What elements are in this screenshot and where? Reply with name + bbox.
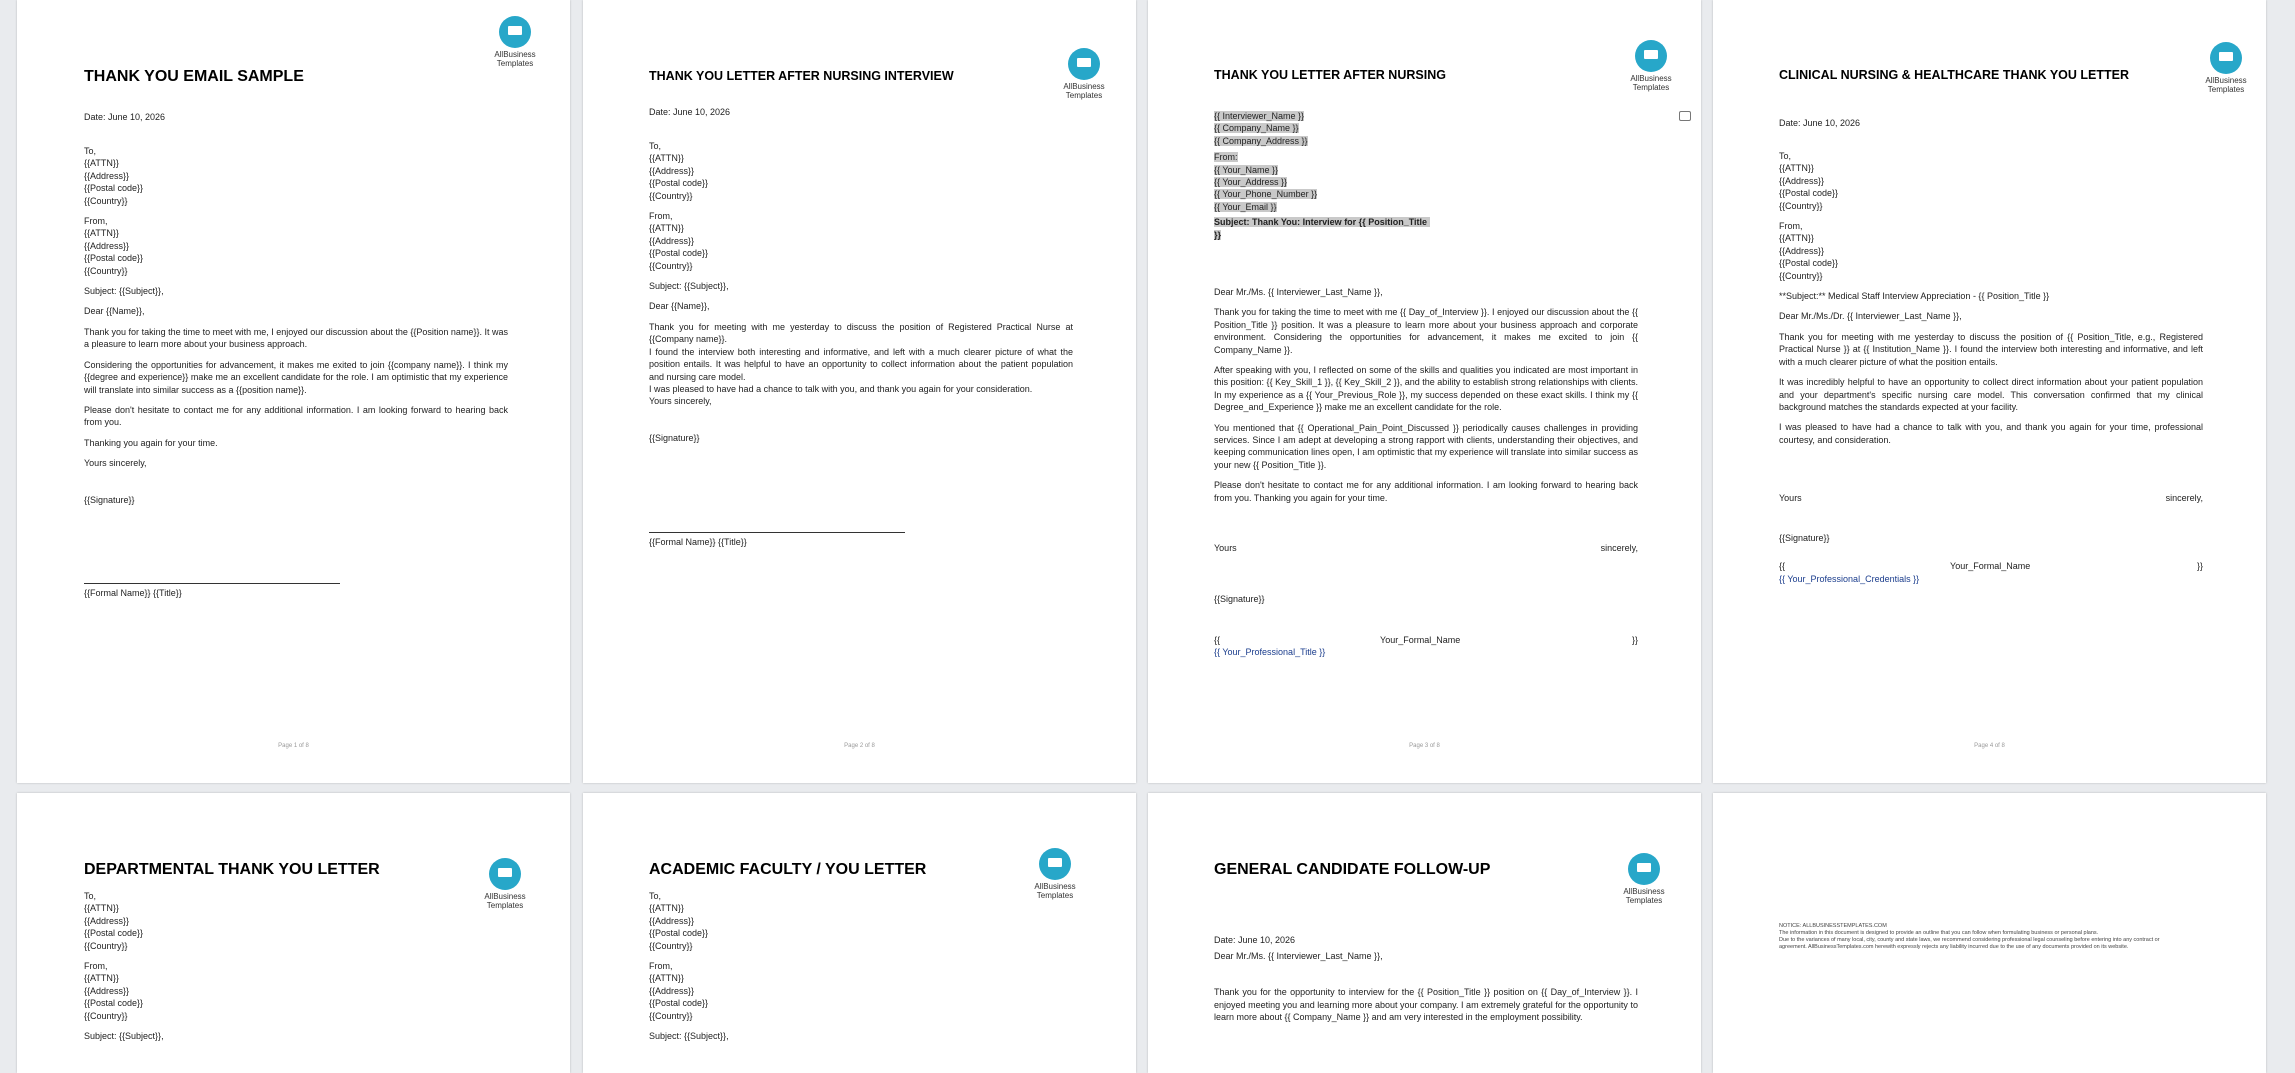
text-line: Subject: {{Subject}}, <box>84 1031 164 1042</box>
page-number: Page 4 of 8 <box>1974 743 2005 749</box>
text-line: {{ATTN}} <box>84 973 119 984</box>
text-line: After speaking with you, I reflected on some of the skills and qualities you indicated are most important in this position: {{ Key_Skill_1 }}, {{ Key_Skill_2 }}, and the ability to establish strong relationships with clients. In my experience as a {{ Your_Previous_Role }}, my success depended on these exact skills. I think my {{ Degree_and_Experience }} make me an excellent candidate for the role. <box>1214 365 1641 413</box>
text-line: From, <box>1779 221 1803 232</box>
text-line: {{Address}} <box>84 915 130 926</box>
blank-line <box>1214 356 1638 364</box>
text-line: Please don't hesitate to contact me for any additional information. I am looking forward to hearing back from you. Thanking you again for your time. <box>1214 480 1641 503</box>
blank-line <box>84 478 508 486</box>
logo-text: AllBusiness <box>1063 82 1105 91</box>
formal-mid: Your_Formal_Name <box>1380 635 1461 645</box>
formal-mid: Your_Formal_Name <box>1950 561 2031 571</box>
text-line: {{Country}} <box>1779 200 1823 211</box>
text-line: From, <box>84 216 108 227</box>
text-line: {{Country}} <box>84 1010 128 1021</box>
text-line: {{Country}} <box>1779 270 1823 281</box>
formal-name-row <box>1214 634 1638 646</box>
text-line: I found the interview both interesting and informative, and left with a much clearer picture of what the position entails. It was helpful to have an opportunity to collect information about the patient population and nursing care model. <box>649 346 1076 382</box>
laptop-icon <box>1628 853 1660 885</box>
text-line: {{Postal code}} <box>1779 258 1839 269</box>
text-line: I was pleased to have had a chance to talk with you, and thank you again for your time, professional courtesy, and consideration. <box>1779 422 2206 445</box>
letter-date: Date: June 10, 2026 <box>649 107 731 117</box>
text-line: {{Address}} <box>649 235 695 246</box>
text-line: Thank you for the opportunity to interview for the {{ Position_Title }} position on {{ Day_of_Interview }}. I enjoyed meeting you and learning more about your company. I am extremely grateful for the opportunity to learn more about {{ Company_Name }} and am very interested in the employment possibility. <box>1214 987 1641 1023</box>
blank-line <box>84 318 508 326</box>
text-line: {{Address}} <box>649 985 695 996</box>
text-line: **Subject:** Medical Staff Interview Appreciation - {{ Position_Title }} <box>1779 291 2050 302</box>
text-line: From, <box>649 211 673 222</box>
highlighted-line: {{ Your_Address }} <box>1214 177 1288 188</box>
formal-name: {{Formal Name}} {{Title}} <box>84 588 182 598</box>
blank-line <box>1214 970 1638 978</box>
highlighted-line: {{ Your_Name }} <box>1214 164 1279 175</box>
closing-left: Yours <box>1214 543 1237 553</box>
text-line: From, <box>649 961 673 972</box>
logo-text: AllBusiness <box>1034 882 1076 891</box>
logo-text: Templates <box>1065 91 1103 100</box>
text-line: {{Country}} <box>649 1010 693 1021</box>
text-line: {{Signature}} <box>84 494 135 505</box>
text-line: Please don't hesitate to contact me for any additional information. I am looking forward to hearing back from you. <box>84 404 511 428</box>
text-line: {{Address}} <box>84 240 130 251</box>
formal-name: {{Formal Name}} {{Title}} <box>649 537 747 547</box>
letter-body <box>1214 286 1641 504</box>
text-line: {{Country}} <box>649 260 693 271</box>
comment-icon[interactable] <box>1679 111 1691 121</box>
professional-credentials: {{ Your_Professional_Credentials }} <box>1779 574 1920 584</box>
blank-line <box>84 449 508 457</box>
blank-line <box>649 1022 1073 1030</box>
logo-text: AllBusiness <box>1623 887 1665 896</box>
blank-line <box>84 297 508 305</box>
laptop-icon <box>1635 40 1667 72</box>
text-line: Yours sincerely, <box>84 458 147 469</box>
blank-line <box>84 470 508 478</box>
blank-line <box>84 1022 508 1030</box>
logo-text: AllBusiness <box>494 50 536 59</box>
page-title: DEPARTMENTAL THANK YOU LETTER <box>84 861 380 878</box>
page-number: Page 1 of 8 <box>278 743 309 749</box>
document-page-2 <box>583 0 1136 783</box>
document-page-6 <box>583 793 1136 1073</box>
text-line: {{ATTN}} <box>84 228 119 239</box>
closing-left: Yours <box>1779 493 1802 503</box>
text-line: To, <box>84 146 97 156</box>
formal-right: }} <box>2196 561 2203 571</box>
company-logo <box>1621 40 1681 92</box>
logo-text: AllBusiness <box>2205 76 2247 85</box>
blank-line <box>649 292 1073 300</box>
notice-line: NOTICE: ALLBUSINESSTEMPLATES.COM <box>1779 923 1887 929</box>
formal-left: {{ <box>1779 561 1786 571</box>
company-logo <box>485 16 545 68</box>
professional-title: {{ Your_Professional_Title }} <box>1214 647 1326 657</box>
text-line: {{Country}} <box>649 940 693 951</box>
logo-text: Templates <box>496 59 534 68</box>
text-line: To, <box>1779 151 1792 161</box>
text-line: From, <box>84 961 108 972</box>
blank-line <box>649 424 1073 432</box>
text-line: Subject: {{Subject}}, <box>649 281 729 292</box>
highlighted-line: Subject: Thank You: Interview for {{ Position_Title }} <box>1214 217 1430 240</box>
text-line: {{Postal code}} <box>649 248 709 259</box>
text-line: Dear {{Name}}, <box>649 301 710 312</box>
text-line: To, <box>84 891 97 901</box>
text-line: Thank you for meeting with me yesterday to discuss the position of {{ Position_Title, e.g., Registered Practical Nurse }} at {{ Institution_Name }}. I found the interview both interesting and informative, and left with a much clearer picture of what the position entails. <box>1779 331 2206 367</box>
highlighted-line: {{ Company_Name }} <box>1214 123 1299 134</box>
closing-right: sincerely, <box>1600 543 1638 553</box>
document-page-4 <box>1713 0 2266 783</box>
page-title: THANK YOU LETTER AFTER NURSING INTERVIEW <box>649 69 954 83</box>
text-line: {{ATTN}} <box>649 903 684 914</box>
notice-line: agreement. AllBusinessTemplates.com herewith expressly rejects any liability incurred due to the use of any documents provided on its website. <box>1779 944 2129 950</box>
letter-date: Date: June 10, 2026 <box>1214 935 1296 945</box>
blank-line <box>84 952 508 960</box>
formal-left: {{ <box>1214 635 1221 645</box>
text-line: Dear Mr./Ms. {{ Interviewer_Last_Name }}, <box>1214 951 1383 961</box>
laptop-icon <box>1068 48 1100 80</box>
blank-line <box>1214 414 1638 422</box>
page-title: THANK YOU LETTER AFTER NURSING <box>1214 68 1446 82</box>
text-line: Dear {{Name}}, <box>84 306 145 317</box>
text-line: It was incredibly helpful to have an opportunity to collect direct information about your patient population and your department's specific nursing care model. This conversation confirmed that my clinical background matches the standards expected at your facility. <box>1779 377 2206 412</box>
page-title: CLINICAL NURSING & HEALTHCARE THANK YOU LETTER <box>1779 68 2129 82</box>
text-line: {{Postal code}} <box>84 253 144 264</box>
highlighted-line: {{ Company_Address }} <box>1214 135 1308 146</box>
text-line: {{Address}} <box>649 915 695 926</box>
text-line: {{Address}} <box>1779 175 1825 186</box>
logo-text: Templates <box>2207 85 2245 94</box>
text-line: {{ATTN}} <box>84 903 119 914</box>
notice-line: Due to the variances of many local, city, county and state laws, we recommend considering professional legal counseling before entering into any contract or <box>1779 937 2160 943</box>
text-line: {{ATTN}} <box>649 973 684 984</box>
text-line: Thanking you again for your time. <box>84 437 218 448</box>
text-line: {{Address}} <box>649 165 695 176</box>
letter-body <box>649 140 1076 444</box>
highlighted-line: {{ Your_Phone_Number }} <box>1214 189 1318 200</box>
blank-line <box>1779 282 2203 290</box>
blank-line <box>649 272 1073 280</box>
text-line: {{Country}} <box>84 265 128 276</box>
blank-line <box>84 207 508 215</box>
signature-placeholder: {{Signature}} <box>1214 594 1265 604</box>
logo-text: AllBusiness <box>484 892 526 901</box>
page-title: GENERAL CANDIDATE FOLLOW-UP <box>1214 861 1491 878</box>
page-title: THANK YOU EMAIL SAMPLE <box>84 68 304 85</box>
document-page-7 <box>1148 793 1701 1073</box>
highlighted-line: {{ Your_Email }} <box>1214 201 1277 212</box>
notice-line: The information in this document is designed to provide an outline that you can follow when formulating business or personal plans. <box>1779 930 2099 936</box>
text-line: {{ATTN}} <box>1779 233 1814 244</box>
blank-line <box>1779 302 2203 310</box>
text-line: {{Postal code}} <box>649 928 709 939</box>
text-line: {{Signature}} <box>649 432 700 443</box>
closing-right: sincerely, <box>2165 493 2203 503</box>
laptop-icon <box>489 858 521 890</box>
laptop-icon <box>1039 848 1071 880</box>
text-line: {{Postal code}} <box>1779 188 1839 199</box>
blank-line <box>1214 978 1638 986</box>
text-line: Thank you for meeting with me yesterday to discuss the position of Registered Practical Nurse at {{Company name}}. <box>649 321 1076 345</box>
address-block <box>1214 110 1434 241</box>
blank-line <box>84 486 508 494</box>
text-line: {{Country}} <box>84 195 128 206</box>
logo-text: AllBusiness <box>1630 74 1672 83</box>
letter-date: Date: June 10, 2026 <box>1779 118 1861 128</box>
legal-notice <box>1779 923 2203 951</box>
text-line: Subject: {{Subject}}, <box>84 286 164 297</box>
blank-line <box>649 202 1073 210</box>
blank-line <box>649 952 1073 960</box>
text-line: To, <box>649 891 662 901</box>
company-logo <box>2196 42 2256 94</box>
highlighted-line: From: <box>1214 152 1238 163</box>
closing-row <box>1214 542 1638 554</box>
blank-line <box>84 429 508 437</box>
blank-line <box>1214 962 1638 970</box>
text-line: {{Postal code}} <box>649 178 709 189</box>
text-line: {{Postal code}} <box>84 928 144 939</box>
document-page-1 <box>17 0 570 783</box>
text-line: {{ATTN}} <box>84 158 119 169</box>
text-line: Considering the opportunities for advancement, it makes me exited to join {{company name}}. I think my {{degree and experience}} make me an excellent candidate for the role. I am optimistic that my experience will translate into similar success as a {{position name}}. <box>84 359 511 395</box>
formal-right: }} <box>1631 635 1638 645</box>
logo-text: Templates <box>1036 891 1074 900</box>
signature-placeholder: {{Signature}} <box>1779 533 1830 543</box>
letter-body <box>84 890 508 1042</box>
laptop-icon <box>2210 42 2242 74</box>
document-page-3 <box>1148 0 1701 783</box>
page-number: Page 3 of 8 <box>1409 743 1440 749</box>
blank-line <box>1779 368 2203 376</box>
blank-line <box>1214 471 1638 479</box>
text-line: {{Address}} <box>84 985 130 996</box>
signature-line <box>84 583 340 584</box>
letter-body <box>1779 150 2206 446</box>
blank-line <box>1214 298 1638 306</box>
blank-line <box>1779 323 2203 331</box>
company-logo <box>1614 853 1674 905</box>
page-number: Page 2 of 8 <box>844 743 875 749</box>
company-logo <box>1054 48 1114 100</box>
closing-row <box>1779 492 2203 504</box>
text-line: Dear Mr./Ms. {{ Interviewer_Last_Name }}, <box>1214 287 1383 297</box>
formal-name-row <box>1779 560 2203 572</box>
blank-line <box>1779 212 2203 220</box>
letter-body <box>84 145 511 506</box>
blank-line <box>1779 413 2203 421</box>
letter-body <box>1214 950 1641 1024</box>
text-line: Subject: {{Subject}}, <box>649 1031 729 1042</box>
page-title: ACADEMIC FACULTY / YOU LETTER <box>649 861 927 878</box>
text-line: Dear Mr./Ms./Dr. {{ Interviewer_Last_Name }}, <box>1779 311 1962 322</box>
signature-line <box>649 532 905 533</box>
blank-line <box>84 277 508 285</box>
text-line: You mentioned that {{ Operational_Pain_Point_Discussed }} periodically causes challenges in providing services. Since I am adept at developing a strong rapport with clients, understanding their objectives, and keeping communication lines open, I am optimistic that my experience will translate into similar success as your new {{ Position_Title }}. <box>1214 422 1641 470</box>
blank-line <box>649 408 1073 416</box>
letter-body <box>649 890 1073 1042</box>
text-line: Yours sincerely, <box>649 396 712 407</box>
text-line: {{Country}} <box>649 190 693 201</box>
text-line: {{Address}} <box>1779 245 1825 256</box>
letter-date: Date: June 10, 2026 <box>84 112 166 122</box>
text-line: I was pleased to have had a chance to talk with you, and thank you again for your consideration. <box>649 383 1033 394</box>
text-line: Thank you for taking the time to meet with me, I enjoyed our discussion about the {{Position name}}. It was a pleasure to learn more about your business approach. <box>84 326 511 350</box>
blank-line <box>84 351 508 359</box>
text-line: {{Postal code}} <box>84 183 144 194</box>
logo-text: Templates <box>1632 83 1670 92</box>
text-line: To, <box>649 141 662 151</box>
blank-line <box>84 396 508 404</box>
logo-text: Templates <box>486 901 524 910</box>
highlighted-line: {{ Interviewer_Name }} <box>1214 111 1305 121</box>
text-line: {{ATTN}} <box>1779 163 1814 174</box>
text-line: {{Country}} <box>84 940 128 951</box>
text-line: Thank you for taking the time to meet with me {{ Day_of_Interview }}. I enjoyed our discussion about the {{ Position_Title }} position. It was a pleasure to learn more about your business approach and corporate environment. Considering the opportunities for advancement, it makes me excited to join {{ Company_Name }}. <box>1214 307 1641 355</box>
laptop-icon <box>499 16 531 48</box>
logo-text: Templates <box>1625 896 1663 905</box>
text-line: {{Postal code}} <box>649 998 709 1009</box>
text-line: {{Postal code}} <box>84 998 144 1009</box>
document-page-8 <box>1713 793 2266 1073</box>
text-line: {{ATTN}} <box>649 223 684 234</box>
blank-line <box>649 313 1073 321</box>
text-line: {{ATTN}} <box>649 153 684 164</box>
text-line: {{Address}} <box>84 170 130 181</box>
blank-line <box>649 416 1073 424</box>
document-page-5 <box>17 793 570 1073</box>
